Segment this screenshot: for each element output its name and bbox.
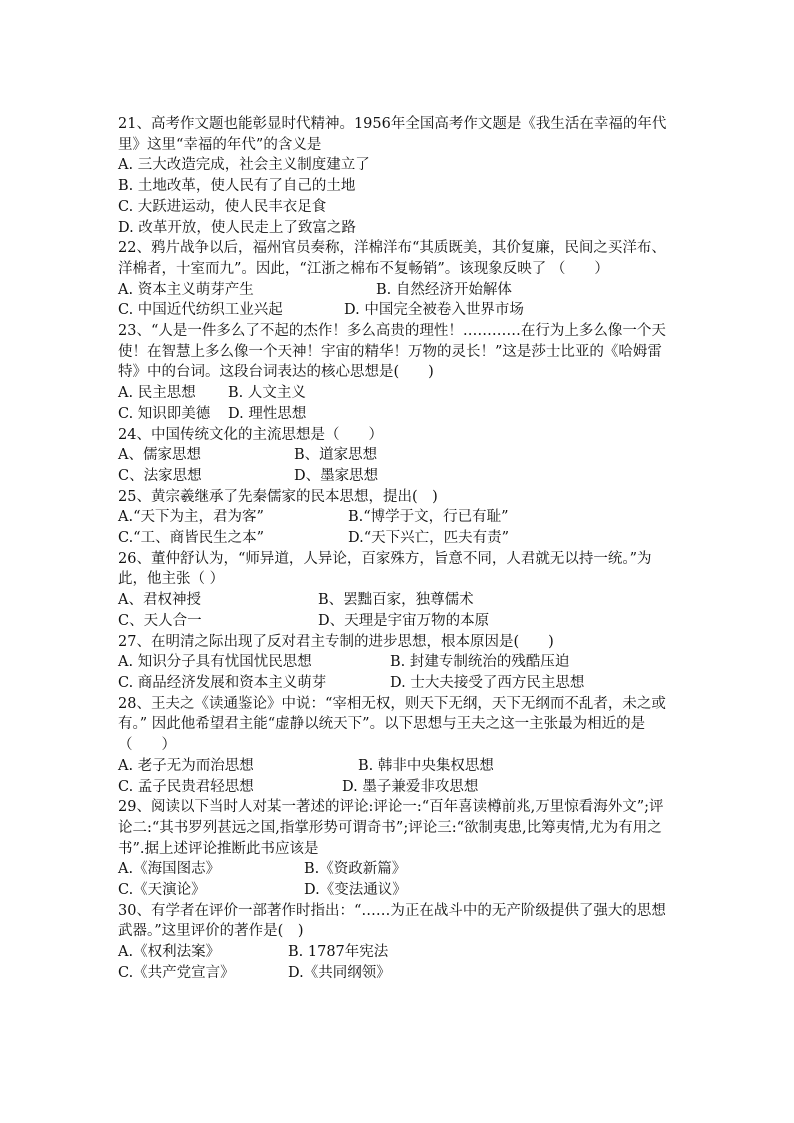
question-stem: 26、董仲舒认为，“师异道，人异论，百家殊方，旨意不同，人君就无以持一统。”为此，他主张（ ） [118, 550, 652, 588]
question-stem: 22、鸦片战争以后，福州官员奏称，洋棉洋布“其质既美，其价复廉，民间之买洋布、洋棉者，十室而九”。因此，“江浙之棉布不复畅销”。该现象反映了 （ ） [118, 240, 666, 277]
option-row [118, 611, 678, 632]
option-row [118, 197, 678, 218]
answer-option: C、法家思想 [118, 467, 202, 484]
answer-option: A.《权利法案》 [118, 944, 221, 961]
question-stem: 23、“人是一件多么了不起的杰作！多么高贵的理性！…………在行为上多么像一个天使！在智慧上多么像一个天神！宇宙的精华！万物的灵长！”这是莎士比亚的《哈姆雷特》中的台词。这段台词表达的核心思想是( ) [118, 323, 666, 381]
question-stem: 29、阅读以下当时人对某一著述的评论:评论一:“百年喜读樽前兆,万里惊看海外文”;评论二:“其书罗列甚远之国,指掌形势可谓奇书”;评论三:“欲制夷患,比筹夷情,尤为有用之书”.据上述评论推断此书应该是 [118, 799, 664, 857]
answer-option: C. 孟子民贵君轻思想 [118, 778, 254, 795]
answer-option: D. 墨子兼爱非攻思想 [342, 778, 479, 795]
question-29 [118, 797, 678, 901]
option-row [118, 445, 678, 466]
answer-option: B、道家思想 [294, 447, 378, 464]
answer-option: A. 民主思想 [118, 385, 196, 402]
option-row [118, 404, 678, 425]
answer-option: C.《共产党宣言》 [118, 964, 235, 981]
answer-option: B. 人文主义 [228, 385, 306, 402]
question-stem: 24、中国传统文化的主流思想是（ ） [118, 426, 383, 443]
answer-option: D. 中国完全被卷入世界市场 [344, 302, 524, 319]
answer-option: A. 知识分子具有忧国忧民思想 [118, 654, 312, 671]
answer-option: B、罢黜百家，独尊儒术 [318, 592, 474, 609]
question-26 [118, 549, 678, 632]
answer-option: D.《变法通议》 [304, 882, 407, 899]
option-row [118, 300, 678, 321]
question-27 [118, 632, 678, 694]
answer-option: B. 韩非中央集权思想 [358, 757, 494, 774]
answer-option: A.“天下为主，君为客” [118, 509, 264, 526]
question-21 [118, 114, 678, 238]
question-stem: 21、高考作文题也能彰显时代精神。1956年全国高考作文题是《我生活在幸福的年代里》这里“幸福的年代”的含义是 [118, 116, 667, 153]
answer-option: C. 知识即美德 [118, 405, 211, 422]
question-25 [118, 487, 678, 549]
answer-option: A.《海国图志》 [118, 861, 221, 878]
option-row [118, 466, 678, 487]
answer-option: B. 封建专制统治的残酷压迫 [390, 654, 570, 671]
option-row [118, 859, 678, 880]
answer-option: B. 土地改革，使人民有了自己的土地 [118, 178, 356, 195]
question-stem: 30、有学者在评价一部著作时指出：“……为正在战斗中的无产阶级提供了强大的思想武器。”这里评价的著作是( ) [118, 902, 666, 940]
answer-option: B. 1787年宪法 [288, 944, 389, 961]
answer-option: A、君权神授 [118, 592, 201, 609]
option-row [118, 528, 678, 549]
answer-option: A. 三大改造完成，社会主义制度建立了 [118, 157, 370, 174]
question-22 [118, 238, 678, 321]
answer-option: C.《天演论》 [118, 882, 206, 899]
option-row [118, 652, 678, 673]
answer-option: D.《共同纲领》 [288, 964, 391, 981]
question-stem: 27、在明清之际出现了反对君主专制的进步思想，根本原因是( ) [118, 633, 554, 650]
answer-option: D. 理性思想 [228, 405, 307, 422]
answer-option: C. 中国近代纺织工业兴起 [118, 302, 283, 319]
question-30 [118, 901, 678, 984]
option-row [118, 777, 678, 798]
answer-option: C. 大跃进运动，使人民丰衣足食 [118, 198, 327, 215]
option-row [118, 155, 678, 176]
answer-option: B.《资政新篇》 [304, 861, 407, 878]
answer-option: B. 自然经济开始解体 [376, 281, 512, 298]
question-stem: 28、王夫之《读通鉴论》中说：“宰相无权，则天下无纲，天下无纲而不乱者，未之或有。” 因此他希望君主能“虚静以统天下”。以下思想与王夫之这一主张最为相近的是（ ） [118, 695, 666, 754]
option-row [118, 176, 678, 197]
answer-option: D. 士大夫接受了西方民主思想 [390, 674, 585, 691]
answer-option: A. 资本主义萌芽产生 [118, 281, 254, 298]
answer-option: C、天人合一 [118, 612, 202, 629]
exam-question-list [118, 114, 678, 984]
question-28 [118, 694, 678, 798]
option-row [118, 218, 678, 239]
answer-option: D. 改革开放，使人民走上了致富之路 [118, 219, 356, 236]
answer-option: D、墨家思想 [294, 467, 379, 484]
option-row [118, 756, 678, 777]
option-row [118, 963, 678, 984]
answer-option: D、天理是宇宙万物的本原 [318, 612, 490, 629]
answer-option: A. 老子无为而治思想 [118, 757, 254, 774]
option-row [118, 673, 678, 694]
option-row [118, 880, 678, 901]
option-row [118, 280, 678, 301]
question-24 [118, 425, 678, 487]
answer-option: C.“工、商皆民生之本” [118, 530, 265, 547]
answer-option: A、儒家思想 [118, 447, 201, 464]
question-23 [118, 321, 678, 425]
option-row [118, 590, 678, 611]
question-stem: 25、黄宗羲继承了先秦儒家的民本思想，提出( ) [118, 488, 438, 505]
option-row [118, 383, 678, 404]
option-row [118, 942, 678, 963]
option-row [118, 507, 678, 528]
answer-option: C. 商品经济发展和资本主义萌芽 [118, 674, 327, 691]
answer-option: B.“博学于文，行已有耻” [348, 509, 509, 526]
answer-option: D.“天下兴亡，匹夫有责” [348, 530, 510, 547]
